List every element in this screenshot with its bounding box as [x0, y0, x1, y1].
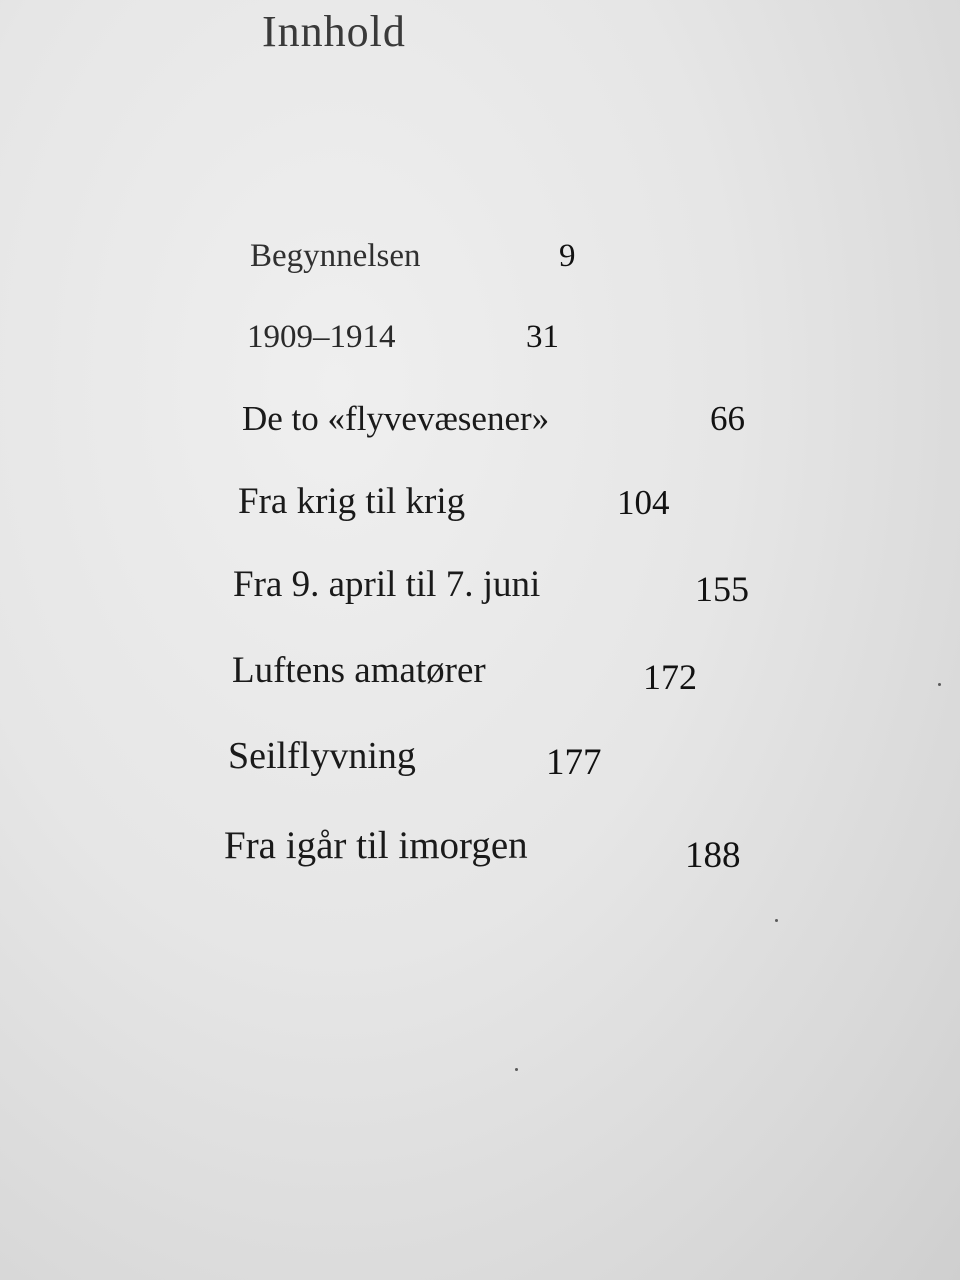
- toc-entry-page-number: 9: [559, 238, 576, 274]
- toc-entry-title: De to «flyvevæsener»: [242, 399, 550, 438]
- toc-entry-page-number: 155: [695, 569, 749, 609]
- toc-entry-title: 1909–1914: [247, 319, 396, 355]
- toc-entry-page-number: 172: [643, 657, 697, 697]
- toc-entry-title: Seilflyvning: [228, 735, 416, 777]
- toc-entry-page-number: 31: [526, 319, 559, 355]
- toc-entry-title: Fra 9. april til 7. juni: [233, 564, 541, 605]
- paper-speck: [775, 919, 778, 922]
- toc-entry-page-number: 66: [710, 399, 745, 438]
- page-title: Innhold: [262, 7, 406, 56]
- paper-speck: [515, 1068, 518, 1071]
- toc-entry-page-number: 188: [685, 835, 741, 876]
- toc-entry-page-number: 177: [546, 742, 602, 783]
- toc-entry-title: Fra krig til krig: [238, 481, 466, 522]
- toc-entry-title: Begynnelsen: [250, 238, 421, 274]
- toc-entry-title: Luftens amatører: [232, 650, 486, 691]
- toc-entry-page-number: 104: [617, 483, 670, 522]
- paper-speck: [938, 683, 941, 686]
- toc-entry-title: Fra igår til imorgen: [224, 824, 528, 867]
